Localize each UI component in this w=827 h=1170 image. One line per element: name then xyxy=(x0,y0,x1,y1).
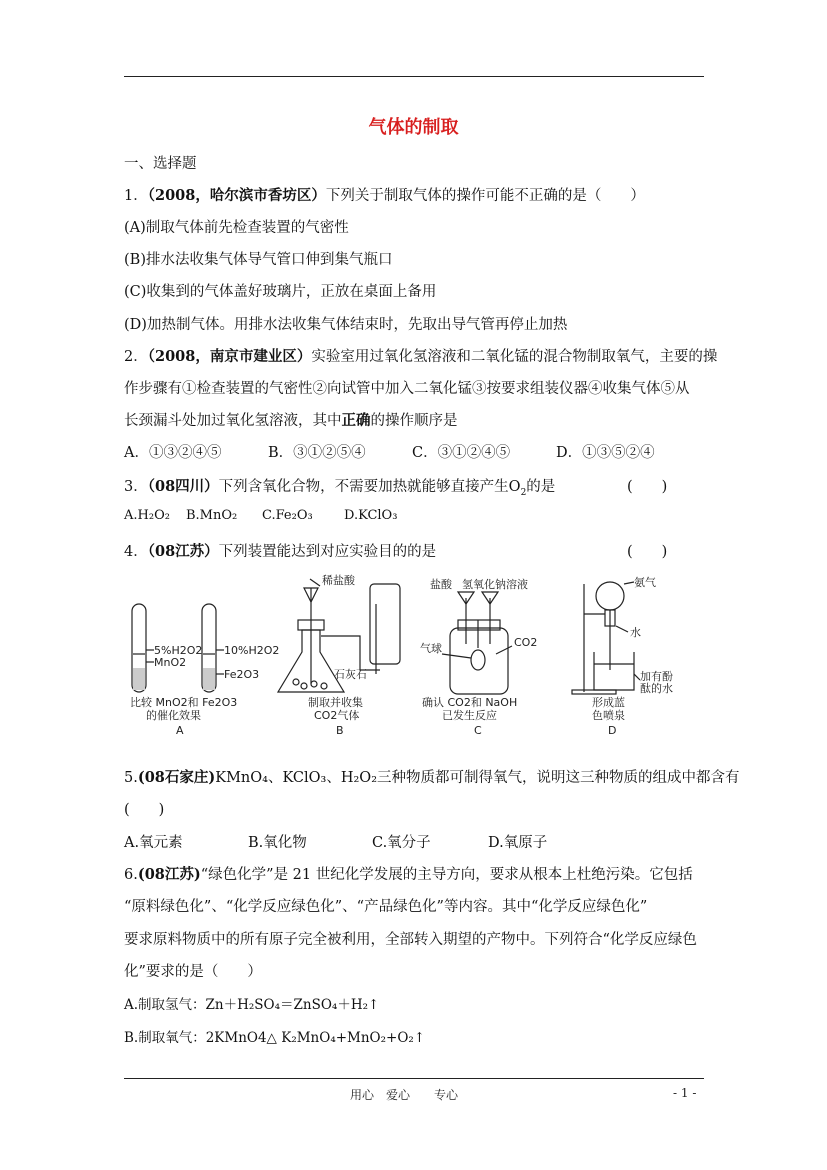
section-heading: 一、选择题 xyxy=(124,156,197,172)
page-title: 气体的制取 xyxy=(368,117,459,138)
question-2-stem-line2: 作步骤有①检查装置的气密性②向试管中加入二氧化锰③按要求组装仪器④收集气体⑤从 xyxy=(124,381,690,397)
fig-c-caption-2: 已发生反应 xyxy=(442,709,497,722)
question-6-line4: 化”要求的是（ ） xyxy=(124,964,262,980)
figure-c-apparatus xyxy=(442,592,512,694)
fig-a-letter: A xyxy=(176,724,184,737)
question-4-stem xyxy=(124,540,436,561)
fig-c-label-3: 气球 xyxy=(420,642,442,655)
q6-number: 6. xyxy=(124,867,138,883)
q3-number: 3． xyxy=(124,479,148,495)
fig-d-label-2: 水 xyxy=(630,626,641,639)
fig-d-caption-2: 色喷泉 xyxy=(592,709,625,722)
fig-d-label-4: 酞的水 xyxy=(640,682,673,695)
q3-option-b: B.MnO₂ xyxy=(186,508,238,523)
q2-text-3c: 的操作顺序是 xyxy=(370,413,458,429)
q6-option-a: A.制取氢气：Zn＋H₂SO₄＝ZnSO₄＋H₂↑ xyxy=(124,997,380,1013)
q2-option-d: D．①③⑤②④ xyxy=(556,445,655,461)
q1-option-c: (C)收集到的气体盖好玻璃片，正放在桌面上备用 xyxy=(124,284,437,300)
fig-b-label-1: 稀盐酸 xyxy=(322,574,355,587)
q2-number: 2． xyxy=(124,349,148,365)
question-6-line1 xyxy=(124,863,693,884)
fig-b-letter: B xyxy=(336,724,344,737)
fig-a-label-2: MnO2 xyxy=(154,656,187,669)
q2-text-3b: 正确 xyxy=(341,412,371,429)
fig-c-label-1: 盐酸 xyxy=(430,578,452,591)
q1-number: 1． xyxy=(124,188,148,204)
q5-source: (08石家庄) xyxy=(137,769,216,786)
q6-source: (08江苏) xyxy=(137,866,201,883)
q1-text: 下列关于制取气体的操作可能不正确的是（ ） xyxy=(325,188,645,204)
q2-source: （2008，南京市建业区） xyxy=(147,348,312,365)
fig-a-caption-2: 的催化效果 xyxy=(146,709,201,722)
q5-number: 5. xyxy=(124,770,138,786)
q3-source: （08四川） xyxy=(147,478,219,495)
q1-option-a: (A)制取气体前先检查装置的气密性 xyxy=(124,220,349,236)
fig-d-label-3: 加有酚 xyxy=(640,670,673,683)
fig-c-letter: C xyxy=(474,724,482,737)
q3-option-c: C.Fe₂O₃ xyxy=(262,508,313,523)
question-5-stem xyxy=(124,766,740,787)
q5-option-b: B.氧化物 xyxy=(248,835,307,851)
fig-b-caption-1: 制取并收集 xyxy=(308,696,363,709)
q4-text: 下列装置能达到对应实验目的的是 xyxy=(218,544,437,560)
q3-option-d: D.KClO₃ xyxy=(344,508,398,523)
q1-option-b: (B)排水法收集气体导气管口伸到集气瓶口 xyxy=(124,252,393,268)
q4-paren: ( ) xyxy=(627,544,668,560)
page-number: - 1 - xyxy=(673,1086,697,1100)
fig-a-label-3: 10%H2O2 xyxy=(224,644,280,657)
fig-b-label-2: 石灰石 xyxy=(334,668,367,681)
q2-options xyxy=(124,441,655,462)
fig-c-caption-1: 确认 CO2和 NaOH xyxy=(422,696,518,709)
q5-text: KMnO₄、KClO₃、H₂O₂三种物质都可制得氧气，说明这三种物质的组成中都含有 xyxy=(215,770,740,786)
q3-text-end: 的是 xyxy=(526,479,556,495)
q2-text-3a: 长颈漏斗处加过氧化氢溶液，其中 xyxy=(124,413,342,429)
fig-d-label-1: 氨气 xyxy=(634,576,656,589)
apparatus-figure xyxy=(124,574,680,746)
fig-a-label-1: 5%H2O2 xyxy=(154,644,203,657)
q2-option-c: C．③①②④⑤ xyxy=(412,445,511,461)
question-3-stem xyxy=(124,475,555,498)
fig-d-letter: D xyxy=(608,724,617,737)
q4-number: 4． xyxy=(124,544,148,560)
q6-option-b: B.制取氧气：2KMnO4△ K₂MnO₄+MnO₂+O₂↑ xyxy=(124,1030,426,1046)
fig-d-caption-1: 形成蓝 xyxy=(592,696,625,709)
question-1-stem xyxy=(124,184,645,205)
question-6-line2: “原料绿色化”、“化学反应绿色化”、“产品绿色化”等内容。其中“化学反应绿色化” xyxy=(124,899,648,915)
fig-c-label-4: CO2 xyxy=(514,636,538,649)
q1-option-d: (D)加热制气体。用排水法收集气体结束时，先取出导气管再停止加热 xyxy=(124,317,568,333)
header-rule xyxy=(124,76,704,77)
footer-slogan: 用心 爱心 专心 xyxy=(350,1088,459,1102)
q5-option-d: D.氧原子 xyxy=(488,835,548,851)
q4-source: （08江苏） xyxy=(147,543,219,560)
q3-option-a: A.H₂O₂ xyxy=(124,508,170,523)
q5-paren: ( ) xyxy=(124,802,165,818)
question-6-line3: 要求原料物质中的所有原子完全被利用，全部转入期望的产物中。下列符合“化学反应绿色 xyxy=(124,932,697,948)
q1-source: （2008，哈尔滨市香坊区） xyxy=(147,187,326,204)
q3-paren: ( ) xyxy=(627,479,668,495)
q2-text-1: 实验室用过氧化氢溶液和二氧化锰的混合物制取氧气，主要的操 xyxy=(311,349,718,365)
footer-rule xyxy=(124,1078,704,1079)
q5-options xyxy=(124,831,547,852)
q5-option-a: A.氧元素 xyxy=(124,835,183,851)
fig-a-label-4: Fe2O3 xyxy=(224,668,260,681)
question-2-stem-line3 xyxy=(124,409,458,430)
q6-text-1: “绿色化学”是 21 世纪化学发展的主导方向，要求从根本上杜绝污染。它包括 xyxy=(200,867,693,883)
q5-option-c: C.氧分子 xyxy=(372,835,431,851)
fig-b-caption-2: CO2气体 xyxy=(314,709,360,722)
question-2-stem-line1 xyxy=(124,345,717,366)
fig-c-label-2: 氢氧化钠溶液 xyxy=(462,578,528,591)
fig-a-caption-1: 比较 MnO2和 Fe2O3 xyxy=(130,696,238,709)
q3-subscript: 2 xyxy=(520,487,527,498)
q3-text: 下列含氧化合物，不需要加热就能够直接产生O xyxy=(218,479,521,495)
q2-option-a: A．①③②④⑤ xyxy=(124,445,222,461)
q3-options xyxy=(124,508,397,523)
q2-option-b: B．③①②⑤④ xyxy=(268,445,366,461)
